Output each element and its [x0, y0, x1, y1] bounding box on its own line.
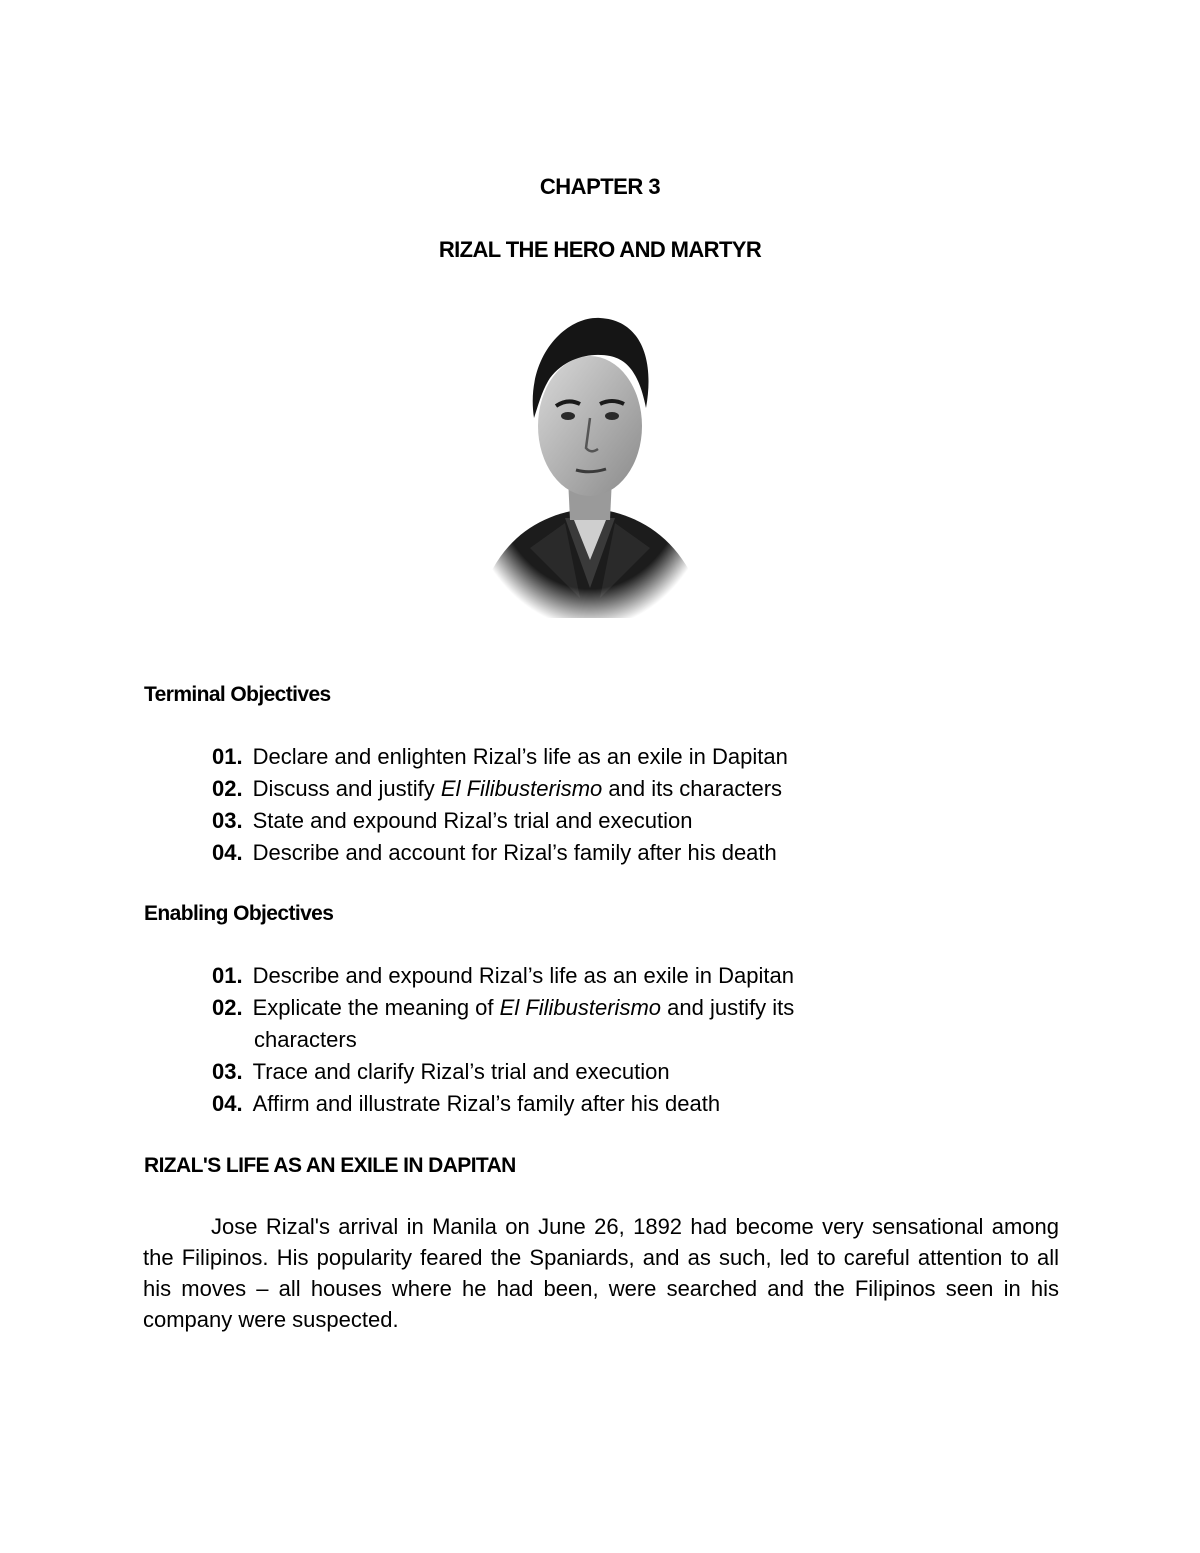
enabling-objectives-list	[212, 960, 794, 1120]
terminal-objectives-heading: Terminal Objectives	[144, 683, 331, 706]
list-item: 04. Affirm and illustrate Rizal’s family after his death	[212, 1091, 721, 1116]
list-item: 02. Discuss and justify El Filibusterismo and its characters	[212, 776, 783, 801]
section-heading: RIZAL'S LIFE AS AN EXILE IN DAPITAN	[144, 1154, 516, 1177]
enabling-objectives-heading: Enabling Objectives	[144, 902, 334, 925]
list-item: 03. Trace and clarify Rizal’s trial and execution	[212, 1059, 670, 1084]
list-item: 04. Describe and account for Rizal’s family after his death	[212, 840, 777, 865]
chapter-title: RIZAL THE HERO AND MARTYR	[438, 237, 762, 262]
portrait-image	[470, 298, 710, 618]
list-item: 01. Describe and expound Rizal’s life as an exile in Dapitan	[212, 963, 794, 988]
list-item-continuation: characters	[254, 1027, 357, 1052]
list-item: 03. State and expound Rizal’s trial and execution	[212, 808, 693, 833]
list-item: 01. Declare and enlighten Rizal’s life as an exile in Dapitan	[212, 744, 788, 769]
terminal-objectives-list	[212, 741, 788, 869]
body-paragraph: Jose Rizal's arrival in Manila on June 26, 1892 had become very sensational among the Filipinos. His popularity feared the Spaniards, and as such, led to careful attention to all his moves – all houses where he had been, were searched and the Filipinos seen in his company were suspected.	[143, 1214, 1059, 1332]
list-item: 02. Explicate the meaning of El Filibusterismo and justify its	[212, 995, 795, 1020]
chapter-label: CHAPTER 3	[539, 174, 661, 199]
